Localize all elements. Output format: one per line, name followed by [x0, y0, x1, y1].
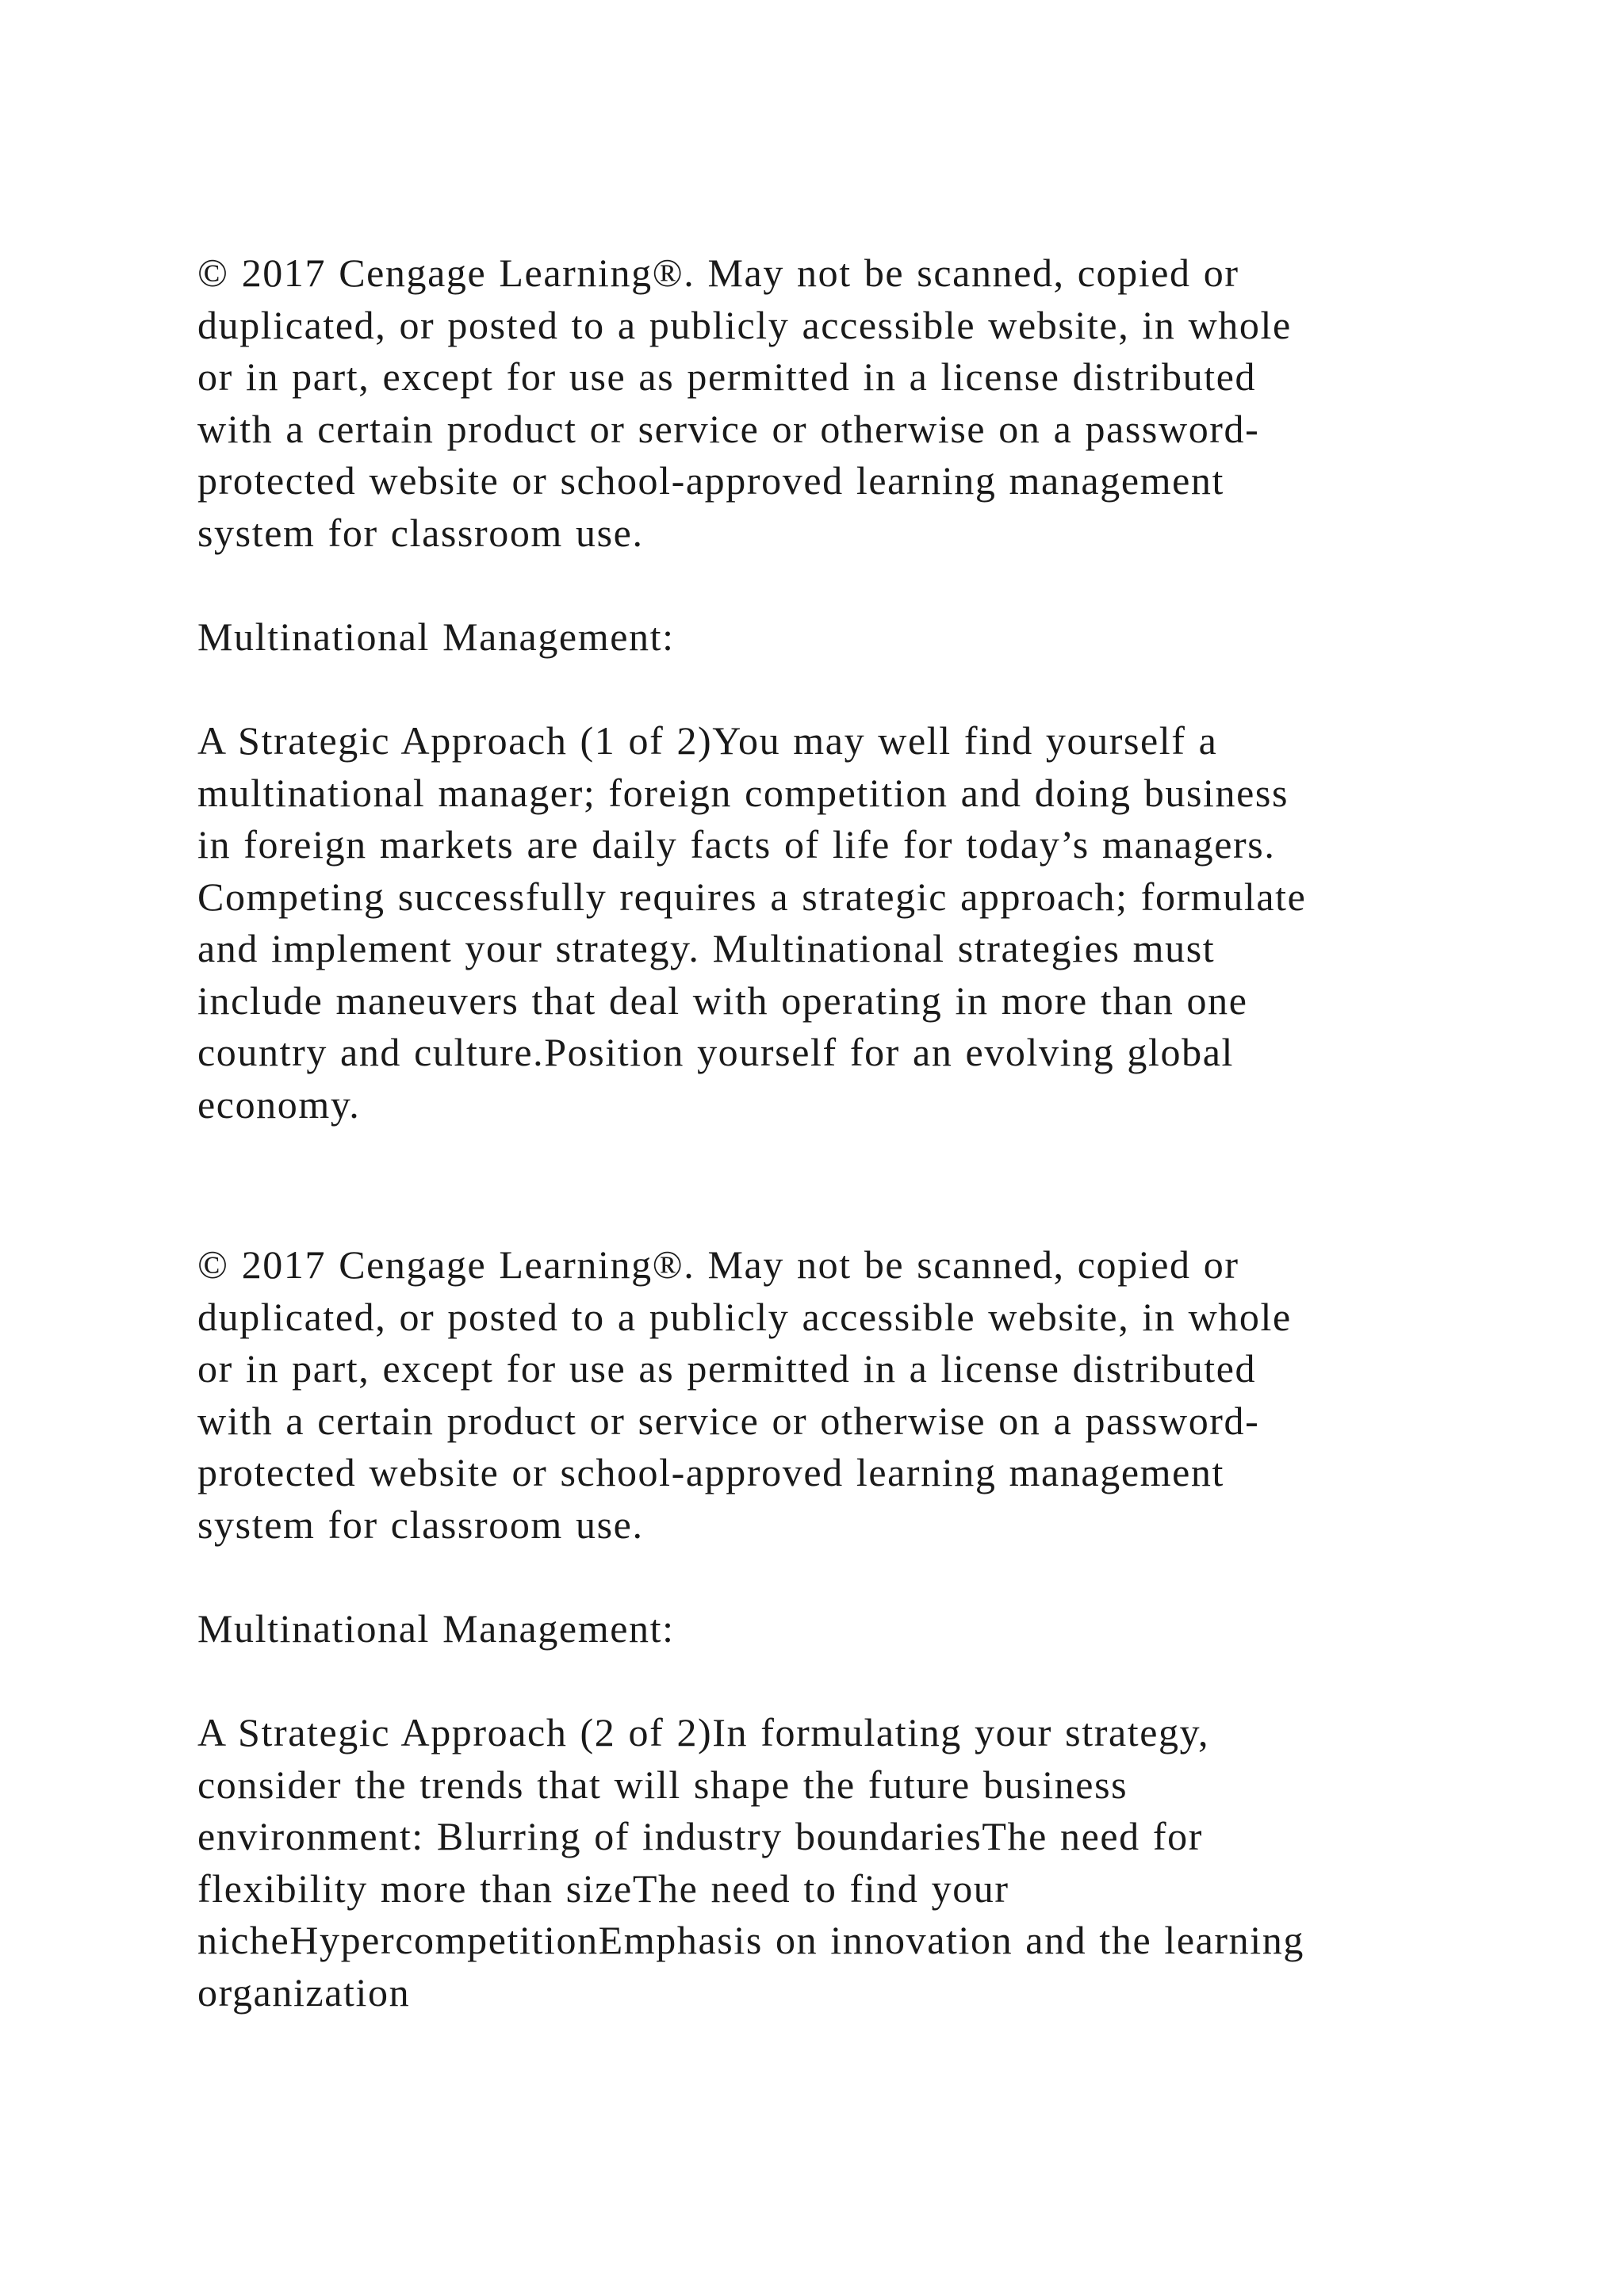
copyright-line: or in part, except for use as permitted in a license distributed [197, 354, 1257, 399]
body-line: economy. [197, 1081, 361, 1127]
body-line: environment: Blurring of industry boundariesThe need for [197, 1814, 1203, 1858]
copyright-line: © 2017 Cengage Learning®. May not be scanned, copied or [197, 251, 1239, 295]
heading-text: Multinational Management: [197, 1606, 675, 1651]
body-line: A Strategic Approach (2 of 2)In formulating your strategy, [197, 1710, 1210, 1755]
body-line: in foreign markets are daily facts of life for today’s managers. [197, 822, 1276, 867]
body-line: A Strategic Approach (1 of 2)You may well find yourself a [197, 718, 1218, 763]
body-line: include maneuvers that deal with operating in more than one [197, 978, 1248, 1023]
copyright-line: protected website or school-approved learning management [197, 458, 1224, 503]
body-line: consider the trends that will shape the future business [197, 1762, 1128, 1807]
section-heading-1 [197, 611, 1498, 664]
copyright-line: © 2017 Cengage Learning®. May not be scanned, copied or [197, 1242, 1239, 1287]
copyright-line: protected website or school-approved learning management [197, 1450, 1224, 1494]
copyright-notice-2 [197, 1239, 1498, 1551]
body-line: nicheHypercompetitionEmphasis on innovation and the learning [197, 1918, 1304, 1962]
copyright-line: with a certain product or service or otherwise on a password- [197, 1398, 1260, 1443]
body-line: Competing successfully requires a strategic approach; formulate [197, 874, 1307, 919]
body-paragraph-2 [197, 1707, 1498, 2019]
copyright-line: with a certain product or service or otherwise on a password- [197, 406, 1260, 451]
body-line: country and culture.Position yourself for an evolving global [197, 1030, 1234, 1074]
copyright-line: duplicated, or posted to a publicly accessible website, in whole [197, 1294, 1292, 1339]
copyright-line: system for classroom use. [197, 510, 644, 555]
section-heading-2 [197, 1603, 1498, 1655]
body-line: organization [197, 1969, 411, 2015]
copyright-line: or in part, except for use as permitted in a license distributed [197, 1346, 1257, 1391]
body-line: multinational manager; foreign competition and doing business [197, 770, 1289, 815]
body-line: and implement your strategy. Multinational strategies must [197, 926, 1216, 970]
copyright-line: duplicated, or posted to a publicly accessible website, in whole [197, 302, 1292, 347]
heading-text: Multinational Management: [197, 614, 675, 659]
copyright-line: system for classroom use. [197, 1502, 644, 1547]
body-paragraph-1 [197, 715, 1498, 1131]
copyright-notice-1 [197, 247, 1498, 559]
body-line: flexibility more than sizeThe need to find your [197, 1866, 1009, 1911]
